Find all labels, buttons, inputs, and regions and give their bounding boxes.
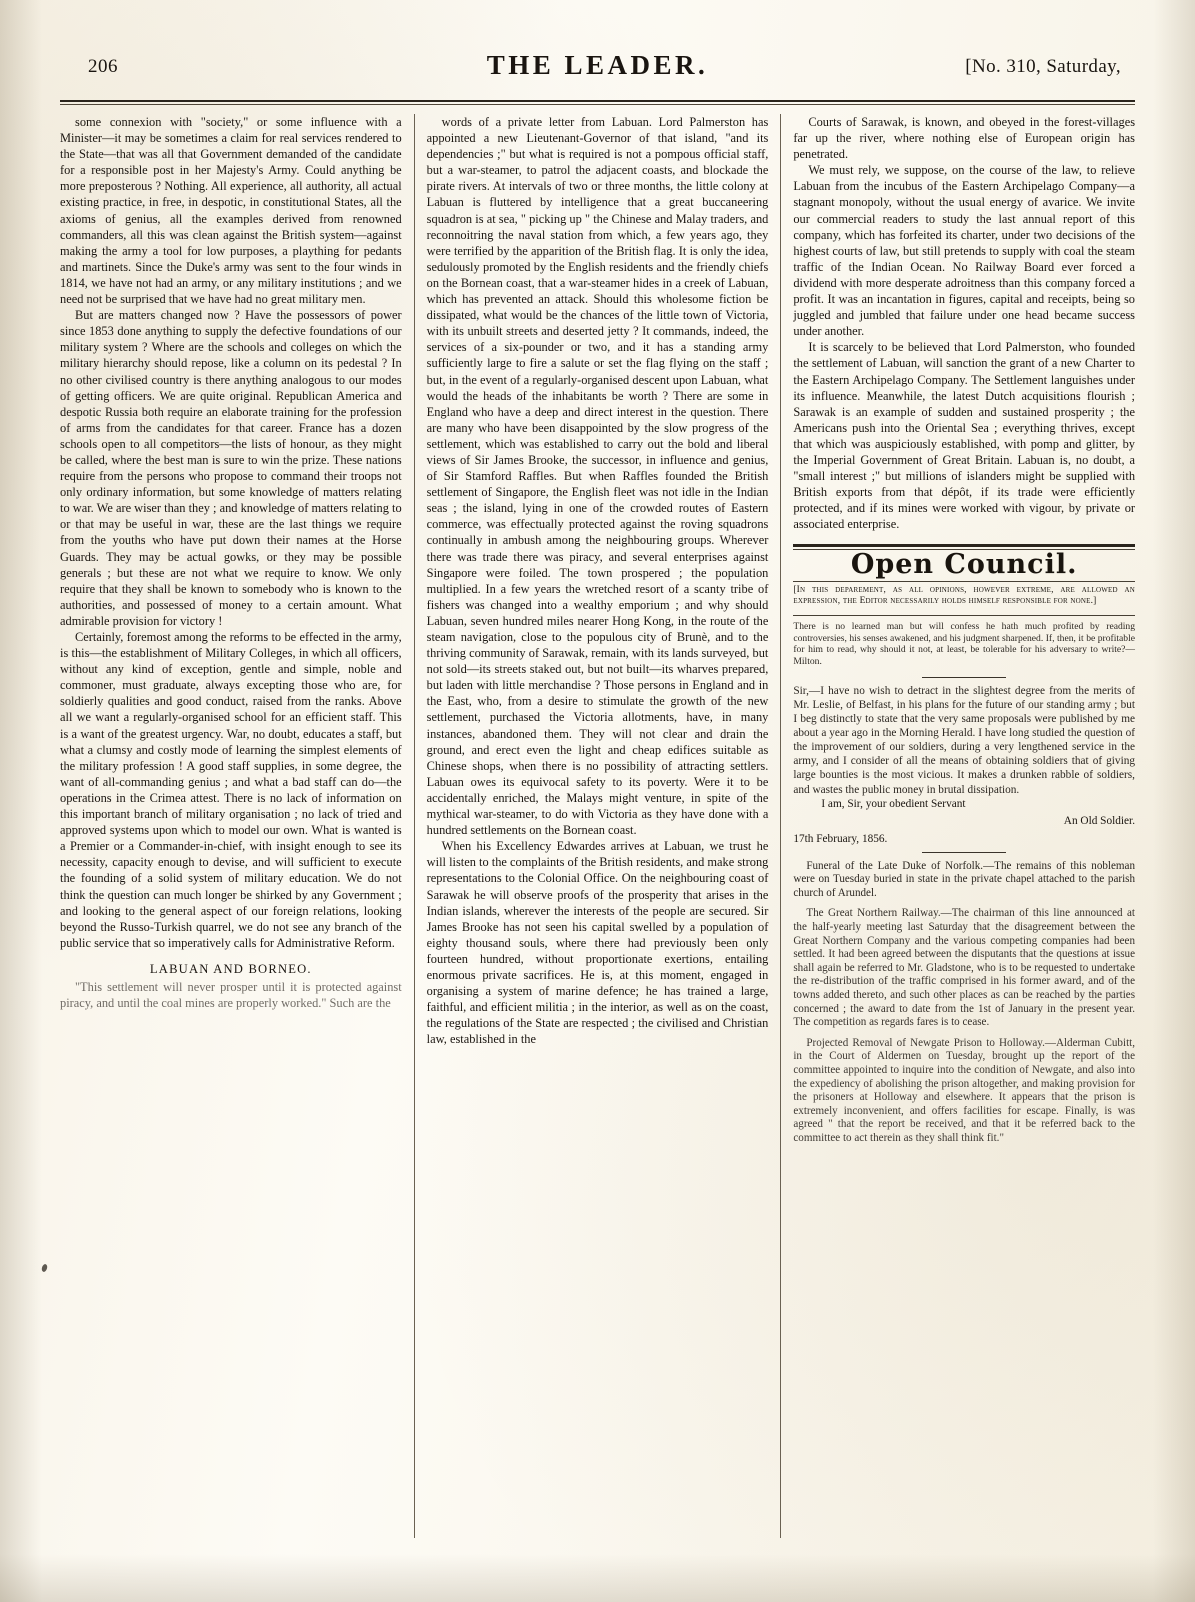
masthead-rule-thin	[60, 104, 1135, 105]
letter-signature: An Old Soldier.	[1063, 814, 1136, 827]
news-item: Projected Removal of Newgate Prison to Holloway.—Alderman Cubitt, in the Court of Aldermen on Tuesday, brought up the report of the committee appointed to inquire into the condition of Newgate, and also into the expediency of abolishing the prison altogether, and making provision for the prisoners at Holloway and elsewhere. It appears that the prison is extremely inconvenient, and offers facilities for escape. Finally, is was agreed " that the report be received, and that it be referred back to the committee to act therein as they shall think fit."	[793, 1036, 1136, 1144]
page-sheet	[60, 50, 1135, 1540]
letter-date: 17th February, 1856.	[793, 832, 888, 845]
letter-signoff-line: I am, Sir, your obedient Servant	[821, 797, 966, 810]
column-middle	[414, 114, 781, 1538]
paragraph-faded: "This settlement will never prosper until it is protected against piracy, and until the coal mines are properly worked." Such are the	[60, 979, 402, 1011]
open-council-title: Open Council.	[850, 549, 1078, 581]
page-number: 206	[88, 56, 118, 77]
open-council-divider	[922, 677, 1006, 678]
open-council-editorial-note: [In this deparement, as all opinions, however extreme, are allowed an expression, the Editor necessarily holds himself responsible for none.]	[793, 584, 1136, 607]
paragraph: It is scarcely to be believed that Lord Palmerston, who founded the settlement of Labuan, will sanction the grant of a new Charter to the Eastern Archipelago Company. The Settlement languishes under its influence. Meanwhile, the latest Dutch acquisitions flourish ; Sarawak is an example of sudden and sustained prosperity ; the Americans push into the Oriental Sea ; everything thrives, except that which was auspiciously established, with pomp and glitter, by the Imperial Government of Great Britain. Labuan is, no doubt, a "small interest ;" but millions of islanders might be supplied with British exports from that dépôt, if its trade were efficiently protected, and if its mines were worked with vigour, by private or associated enterprise.	[793, 340, 1136, 532]
reader-letter-body: Sir,—I have no wish to detract in the slightest degree from the merits of Mr. Leslie, of Belfast, in his plans for the future of our standing army ; but I beg distinctly to state that the very same proposals were published by me about a year ago in the Morning Herald. I have long studied the question of the improvement of our soldiers, during a very lengthened service in the army, and I consider of all the means of obtaining soldiers that of giving large bounties is the most vicious. It makes a drunken rabble of soldiers, and wastes the public money in brutal dissipation.	[793, 684, 1136, 796]
paragraph: We must rely, we suppose, on the course of the law, to relieve Labuan from the incubus of the Eastern Archipelago Company—a stagnant monopoly, without the usual energy of avarice. We invite our commercial readers to study the last annual report of this company, which has forfeited its charter, under two decisions of the highest courts of law, but still pretends to supply with coal the steam traffic of the Indian Ocean. No Railway Board ever forced a dividend with more desperate adroitness than this company forced a profit. It was an incantation in figures, capital and receipts, being so juggled and jumbled that failure under one head became success under another.	[793, 163, 1136, 339]
paragraph: But are matters changed now ? Have the possessors of power since 1853 done anything to supply the defective foundations of our military system ? Where are the schools and colleges on which the military hierarchy should repose, like a column on its pedestal ? In no other civilised country is there anything analogous to our modes of getting officers. We are quite original. Republican America and despotic Russia both require an elaborate training for the profession of arms from the candidates for that career. France has a dozen schools open to all competitors—the lists of honour, as they might be called, where the best man is sure to win the prize. These nations require from the persons who propose to command their troops not only ordinary information, but some knowledge of matters relating to war. We are wiser than they ; and knowledge of matters relating to or that may be useful in war, these are the last things we require from the youths who have put down their names at the Horse Guards. They may be actual gowks, or they may be possible generals ; but these are not what we require to know. We only require that they shall be known to somebody who is known to the authorities, and possessed of money to a certain amount. What admirable provision for victory !	[60, 308, 402, 628]
paper-title: THE LEADER.	[486, 50, 709, 80]
news-item: The Great Northern Railway.—The chairman of this line announced at the half-yearly meeting last Saturday that the disagreement between the Great Northern Company and the various competing companies had been settled. It had been agreed between the disputants that the questions at issue shall again be referred to Mr. Gladstone, who is to be requested to undertake the re-distribution of the traffic comprised in his former award, and of the towns added thereto, and such other places as can be reached by the parties concerned ; the award to date from the 1st of January in the present year. The competition as regards fares is to cease.	[793, 907, 1136, 1029]
section-subheading: LABUAN AND BORNEO.	[149, 961, 312, 976]
news-item: Funeral of the Late Duke of Norfolk.—The remains of this nobleman were on Tuesday buried in state in the private chapel attached to the parish church of Arundel.	[793, 859, 1136, 899]
paragraph: When his Excellency Edwardes arrives at Labuan, we trust he will listen to the complaints of the British residents, and make strong representations to the Colonial Office. On the neighbouring coast of Sarawak he will observe proofs of the prosperity that arises in the Indian islands, wherever the interests of the people are secured. Sir James Brooke has not seen his capital swelled by a population of eighty thousand souls, where there had previously been only fourteen hundred, without proportionate exertions, entailing enormous private sacrifices. He is, at this moment, engaged in organising a system of marine defence; he has trained a large, faithful, and efficient militia ; in the interior, as well as on the coast, the regulations of the State are respected ; the civilised and Christian law, established in the	[426, 839, 769, 1047]
column-left	[60, 114, 414, 1538]
paragraph: Courts of Sarawak, is known, and obeyed in the forest-villages far up the river, where nothing else of European origin has penetrated.	[793, 115, 1136, 162]
paragraph: some connexion with "society," or some influence with a Minister—it may be sometimes a claim for real services rendered to the State—that was all that Government demanded of the candidate for a responsible post in her Majesty's Army. Could anything be more preposterous ? Nothing. All experience, all authority, all actual existing practice, in free, in despotic, in constitutional States, all the axioms of genius, all the examples derived from renowned commanders, all this was clean against the British system—against making the army a tool for low purposes, a plaything for pedants and martinets. Since the Duke's army was sent to the four winds in 1814, we have not had an army, or any military institutions ; and we need not be surprised that we have had no great military men.	[60, 115, 402, 307]
column-right	[780, 114, 1135, 1538]
open-council-epigraph: There is no learned man but will confess he hath much profited by reading controversies, his senses awakened, and his judgment sharpened. If, then, it be profitable for him to read, why should it not, at least, be tolerable for his adversary to write?—Milton.	[793, 620, 1136, 668]
masthead	[60, 50, 1135, 94]
page-edge-shadow-bottom	[0, 1554, 1195, 1602]
issue-line: [No. 310, Saturday,	[965, 56, 1121, 77]
news-divider	[922, 852, 1006, 853]
paragraph: words of a private letter from Labuan. Lord Palmerston has appointed a new Lieutenant-Governor of that island, "and its dependencies ;" but what is required is not a pompous official staff, but a war-steamer, to patrol the adjacent coasts, and blockade the pirate rivers. At intervals of two or three months, the little colony at Labuan is fluttered by intelligence that a great buccaneering squadron is at sea, " picking up " the Chinese and Malay traders, and reconnoitring the naval station from which, a few years ago, they were terrified by the apparition of the British flag. It is only the idea, sedulously promoted by the English residents and the friendly chiefs on the Bornean coast, that a war-steamer hides in a creek of Labuan, which has prevented an attack. Should this wholesome fiction be dissipated, what would be the chances of the little town of Victoria, with its unbuilt streets and deserted jetty ? It commands, indeed, the services of a six-pounder or two, and it has a standing army sufficiently large to fire a salute or set the flag flying on the staff ; but, in the event of a regularly-organised descent upon Labuan, what would the heads of the inhabitants be worth ? There are some in England who have a deep and direct interest in the question. There are many who have been disappointed by the slow progress of the settlement, which was established to carry out the bold and liberal views of Sir James Brooke, the successor, in influence and genius, of Sir Stamford Raffles. But when Raffles founded the British settlement of Singapore, the English fleet was not idle in the Indian seas ; the island, lying in one of the crowded routes of Eastern commerce, was effectually protected against the roving squadrons continually in ambush among the neighbouring groups. Wherever there was trade there was piracy, and several enterprises against Singapore were foiled. The town prospered ; the population multiplied. In a few years the wretched resort of a scanty tribe of fishers was changed into a wealthy emporium ; and why should Labuan, seven hundred miles nearer Hong Kong, in the route of the steam navigation, close to the populous city of Brunè, and to the thriving community of Sarawak, remain, with its lands surveyed, but not sold—its streets staked out, but not built—its wharves prepared, but laden with little merchandise ? Those persons in England and in the East, who, from a desire to stimulate the growth of the new settlement, purchased the Victoria allotments, have, in many instances, abandoned them. They will not clear and drain the ground, and erect even the light and cheap edifices suitable as Chinese shops, when there is no possibility of attracting settlers. Labuan owes its equivocal safety to its poverty. Were it to be accidentally enriched, the Malays might venture, in spite of the mythical war-steamer, to do with Victoria as they have done with a hundred settlements on the Bornean coast.	[426, 115, 769, 838]
ink-blot	[41, 1263, 48, 1272]
paragraph: Certainly, foremost among the reforms to be effected in the army, is this—the establishment of Military Colleges, in which all officers, without any kind of exception, gentle and simple, noble and commoner, must graduate, always excepting those who are, for soldierly qualities and good conduct, raised from the ranks. Above all we want a regularly-organised school for an efficient staff. This is a want of the greatest urgency. War, no doubt, educates a staff, but what a clumsy and costly mode of learning the simplest elements of the military profession ! A good staff supplies, in some degree, the want of all-commanding genius ; and what a bad staff can do—the operations in the Crimea attest. There is no lack of information on this important branch of military organisation ; no lack of tried and approved systems upon which to model our own. What is wanted is a Premier or a Commander-in-chief, with insight enough to see its necessity, capacity enough to devise, and will sufficient to execute the founding of a solid system of military education. We do not think the question can much longer be shirked by any Government ; and looking to the general aspect of our foreign relations, looking beyond the Russo-Turkish quarrel, we do not see any branch of the public service that so imperatively calls for Administrative Reform.	[60, 630, 402, 950]
article-columns	[60, 114, 1135, 1538]
page-edge-shadow-left	[0, 0, 42, 1602]
page-edge-shadow-right	[1153, 0, 1195, 1602]
open-council-rule-top	[793, 544, 1135, 547]
masthead-rule	[60, 100, 1135, 102]
